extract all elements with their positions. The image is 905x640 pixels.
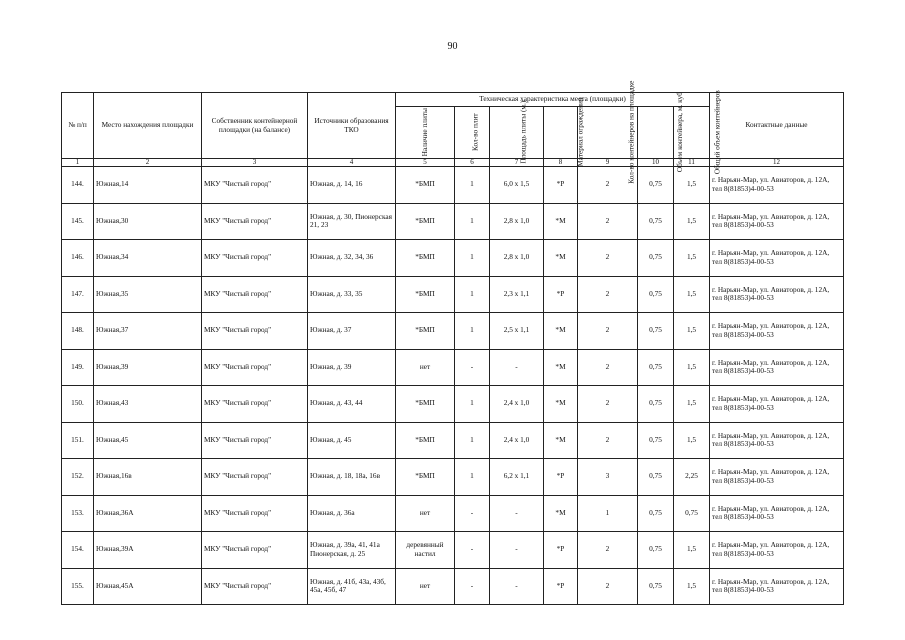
column-number: 12 (710, 159, 844, 167)
header-location: Место нахождения площадки (94, 93, 202, 159)
row-location: Южная,16в (94, 459, 202, 496)
row-plate-presence: *БМП (396, 276, 455, 313)
row-plate-area: 6,2 x 1,1 (490, 459, 544, 496)
row-plate-presence: нет (396, 568, 455, 605)
table-row (62, 459, 844, 496)
row-number: 152. (62, 459, 94, 496)
row-plates-count: 1 (455, 167, 490, 204)
row-plate-presence: деревянный настил (396, 532, 455, 569)
row-plates-count: - (455, 532, 490, 569)
header-tech-group: Техническая характеристика места (площадки) (396, 93, 710, 107)
row-fence-material: *М (544, 240, 578, 277)
row-containers-count: 2 (578, 240, 638, 277)
row-number: 151. (62, 422, 94, 459)
table-row (62, 349, 844, 386)
row-contacts: г. Нарьян-Мар, ул. Авиаторов, д. 12А, тел 8(81853)4-00-53 (710, 532, 844, 569)
row-total-volume: 1,5 (674, 422, 710, 459)
row-number: 145. (62, 203, 94, 240)
row-container-volume: 0,75 (638, 167, 674, 204)
row-container-volume: 0,75 (638, 568, 674, 605)
table-row (62, 276, 844, 313)
row-containers-count: 2 (578, 167, 638, 204)
row-plate-presence: *БМП (396, 203, 455, 240)
row-owner: МКУ "Чистый город" (202, 568, 308, 605)
row-plate-area: 2,3 x 1,1 (490, 276, 544, 313)
row-total-volume: 1,5 (674, 313, 710, 350)
row-contacts: г. Нарьян-Мар, ул. Авиаторов, д. 12А, тел 8(81853)4-00-53 (710, 167, 844, 204)
row-fence-material: *Р (544, 167, 578, 204)
row-plates-count: 1 (455, 276, 490, 313)
row-plate-area: - (490, 532, 544, 569)
row-owner: МКУ "Чистый город" (202, 532, 308, 569)
row-containers-count: 1 (578, 495, 638, 532)
row-plate-area: 2,4 x 1,0 (490, 386, 544, 423)
header-plate-area: Площадь плиты (м.) (490, 107, 544, 159)
row-number: 149. (62, 349, 94, 386)
column-number-row (62, 159, 844, 167)
row-container-volume: 0,75 (638, 386, 674, 423)
row-number: 153. (62, 495, 94, 532)
row-containers-count: 2 (578, 532, 638, 569)
row-owner: МКУ "Чистый город" (202, 167, 308, 204)
row-location: Южная,45А (94, 568, 202, 605)
row-owner: МКУ "Чистый город" (202, 422, 308, 459)
row-location: Южная,30 (94, 203, 202, 240)
row-contacts: г. Нарьян-Мар, ул. Авиаторов, д. 12А, тел 8(81853)4-00-53 (710, 349, 844, 386)
row-plate-area: 2,4 x 1,0 (490, 422, 544, 459)
row-number: 147. (62, 276, 94, 313)
row-contacts: г. Нарьян-Мар, ул. Авиаторов, д. 12А, тел 8(81853)4-00-53 (710, 240, 844, 277)
row-plate-presence: *БМП (396, 459, 455, 496)
row-total-volume: 1,5 (674, 532, 710, 569)
row-total-volume: 2,25 (674, 459, 710, 496)
row-sources: Южная, д. 37 (308, 313, 396, 350)
row-plate-presence: *БМП (396, 313, 455, 350)
row-owner: МКУ "Чистый город" (202, 313, 308, 350)
row-contacts: г. Нарьян-Мар, ул. Авиаторов, д. 12А, тел 8(81853)4-00-53 (710, 459, 844, 496)
header-plates-presence: Наличие плиты (396, 107, 455, 159)
row-fence-material: *Р (544, 459, 578, 496)
header-total-volume: Общий объем контейнеров (674, 107, 710, 159)
row-containers-count: 2 (578, 313, 638, 350)
row-location: Южная,45 (94, 422, 202, 459)
row-container-volume: 0,75 (638, 203, 674, 240)
page-number: 90 (447, 41, 458, 52)
header-num: № п/п (62, 93, 94, 159)
row-plates-count: 1 (455, 422, 490, 459)
column-number: 11 (674, 159, 710, 167)
row-plate-presence: *БМП (396, 386, 455, 423)
row-fence-material: *Р (544, 276, 578, 313)
row-container-volume: 0,75 (638, 313, 674, 350)
row-plate-area: - (490, 349, 544, 386)
column-number: 5 (396, 159, 455, 167)
row-sources: Южная, д. 45 (308, 422, 396, 459)
table-body (62, 167, 844, 605)
table-row (62, 167, 844, 204)
row-total-volume: 1,5 (674, 568, 710, 605)
row-containers-count: 2 (578, 276, 638, 313)
row-plates-count: 1 (455, 459, 490, 496)
row-sources: Южная, д. 43, 44 (308, 386, 396, 423)
table-row (62, 313, 844, 350)
row-sources: Южная, д. 39 (308, 349, 396, 386)
header-plates-count: Кол-во плит (455, 107, 490, 159)
table-row (62, 568, 844, 605)
column-number: 10 (638, 159, 674, 167)
row-fence-material: *Р (544, 568, 578, 605)
row-owner: МКУ "Чистый город" (202, 386, 308, 423)
row-plate-area: 6,0 x 1,5 (490, 167, 544, 204)
row-location: Южная,37 (94, 313, 202, 350)
row-owner: МКУ "Чистый город" (202, 276, 308, 313)
row-sources: Южная, д. 32, 34, 36 (308, 240, 396, 277)
header-containers-count: Кол-во контейнеров на площадке (578, 107, 638, 159)
row-number: 146. (62, 240, 94, 277)
row-total-volume: 1,5 (674, 240, 710, 277)
row-plate-area: - (490, 495, 544, 532)
row-sources: Южная, д. 39а, 41, 41а Пионерская, д. 25 (308, 532, 396, 569)
row-container-volume: 0,75 (638, 276, 674, 313)
row-total-volume: 1,5 (674, 386, 710, 423)
row-owner: МКУ "Чистый город" (202, 495, 308, 532)
row-contacts: г. Нарьян-Мар, ул. Авиаторов, д. 12А, тел 8(81853)4-00-53 (710, 313, 844, 350)
row-containers-count: 2 (578, 203, 638, 240)
row-containers-count: 2 (578, 386, 638, 423)
row-contacts: г. Нарьян-Мар, ул. Авиаторов, д. 12А, тел 8(81853)4-00-53 (710, 386, 844, 423)
row-sources: Южная, д. 14, 16 (308, 167, 396, 204)
container-sites-table (61, 80, 844, 605)
row-plate-presence: нет (396, 495, 455, 532)
table-row (62, 532, 844, 569)
row-number: 154. (62, 532, 94, 569)
row-fence-material: *М (544, 495, 578, 532)
column-number: 9 (578, 159, 638, 167)
row-sources: Южная, д. 36а (308, 495, 396, 532)
row-plate-presence: нет (396, 349, 455, 386)
row-number: 148. (62, 313, 94, 350)
table-row (62, 422, 844, 459)
row-sources: Южная, д. 18, 18а, 16в (308, 459, 396, 496)
row-plates-count: 1 (455, 203, 490, 240)
row-total-volume: 1,5 (674, 276, 710, 313)
column-number: 6 (455, 159, 490, 167)
row-fence-material: *М (544, 386, 578, 423)
column-number: 4 (308, 159, 396, 167)
row-number: 155. (62, 568, 94, 605)
row-containers-count: 3 (578, 459, 638, 496)
row-containers-count: 2 (578, 568, 638, 605)
row-container-volume: 0,75 (638, 240, 674, 277)
row-owner: МКУ "Чистый город" (202, 203, 308, 240)
row-location: Южная,14 (94, 167, 202, 204)
row-location: Южная,39А (94, 532, 202, 569)
row-owner: МКУ "Чистый город" (202, 459, 308, 496)
row-contacts: г. Нарьян-Мар, ул. Авиаторов, д. 12А, тел 8(81853)4-00-53 (710, 495, 844, 532)
header-owner: Собственник контейнерной площадки (на балансе) (202, 93, 308, 159)
row-fence-material: *М (544, 203, 578, 240)
row-location: Южная,43 (94, 386, 202, 423)
row-plates-count: - (455, 349, 490, 386)
row-number: 144. (62, 167, 94, 204)
row-location: Южная,35 (94, 276, 202, 313)
header-contacts: Контактные данные (710, 93, 844, 159)
row-plate-area: 2,8 x 1,0 (490, 203, 544, 240)
column-number: 3 (202, 159, 308, 167)
row-container-volume: 0,75 (638, 495, 674, 532)
row-contacts: г. Нарьян-Мар, ул. Авиаторов, д. 12А, тел 8(81853)4-00-53 (710, 568, 844, 605)
row-plates-count: 1 (455, 386, 490, 423)
row-plates-count: - (455, 495, 490, 532)
row-location: Южная,36А (94, 495, 202, 532)
header-fence-material: Материал ограждения (544, 107, 578, 159)
row-total-volume: 0,75 (674, 495, 710, 532)
table-row (62, 495, 844, 532)
row-contacts: г. Нарьян-Мар, ул. Авиаторов, д. 12А, тел 8(81853)4-00-53 (710, 203, 844, 240)
table-row (62, 386, 844, 423)
row-plate-presence: *БМП (396, 240, 455, 277)
row-fence-material: *М (544, 422, 578, 459)
table-row (62, 240, 844, 277)
row-total-volume: 1,5 (674, 349, 710, 386)
row-owner: МКУ "Чистый город" (202, 349, 308, 386)
row-container-volume: 0,75 (638, 422, 674, 459)
row-sources: Южная, д. 33, 35 (308, 276, 396, 313)
row-containers-count: 2 (578, 422, 638, 459)
column-number: 1 (62, 159, 94, 167)
row-plates-count: 1 (455, 240, 490, 277)
column-number: 2 (94, 159, 202, 167)
row-containers-count: 2 (578, 349, 638, 386)
row-container-volume: 0,75 (638, 532, 674, 569)
row-plates-count: - (455, 568, 490, 605)
row-plate-presence: *БМП (396, 167, 455, 204)
column-number: 8 (544, 159, 578, 167)
row-location: Южная,34 (94, 240, 202, 277)
row-sources: Южная, д. 30, Пионерская 21, 23 (308, 203, 396, 240)
row-contacts: г. Нарьян-Мар, ул. Авиаторов, д. 12А, тел 8(81853)4-00-53 (710, 276, 844, 313)
row-container-volume: 0,75 (638, 349, 674, 386)
row-total-volume: 1,5 (674, 167, 710, 204)
row-contacts: г. Нарьян-Мар, ул. Авиаторов, д. 12А, тел 8(81853)4-00-53 (710, 422, 844, 459)
row-container-volume: 0,75 (638, 459, 674, 496)
row-plate-presence: *БМП (396, 422, 455, 459)
row-total-volume: 1,5 (674, 203, 710, 240)
row-plates-count: 1 (455, 313, 490, 350)
row-plate-area: - (490, 568, 544, 605)
row-sources: Южная, д. 41б, 43а, 43б, 45а, 45б, 47 (308, 568, 396, 605)
header-container-volume: Объем контейнера, м. куб (638, 107, 674, 159)
row-fence-material: *М (544, 349, 578, 386)
row-location: Южная,39 (94, 349, 202, 386)
row-plate-area: 2,8 x 1,0 (490, 240, 544, 277)
row-fence-material: *М (544, 313, 578, 350)
row-owner: МКУ "Чистый город" (202, 240, 308, 277)
header-sources: Источники образования ТКО (308, 93, 396, 159)
row-fence-material: *Р (544, 532, 578, 569)
table-row (62, 203, 844, 240)
row-number: 150. (62, 386, 94, 423)
row-plate-area: 2,5 x 1,1 (490, 313, 544, 350)
column-number: 7 (490, 159, 544, 167)
